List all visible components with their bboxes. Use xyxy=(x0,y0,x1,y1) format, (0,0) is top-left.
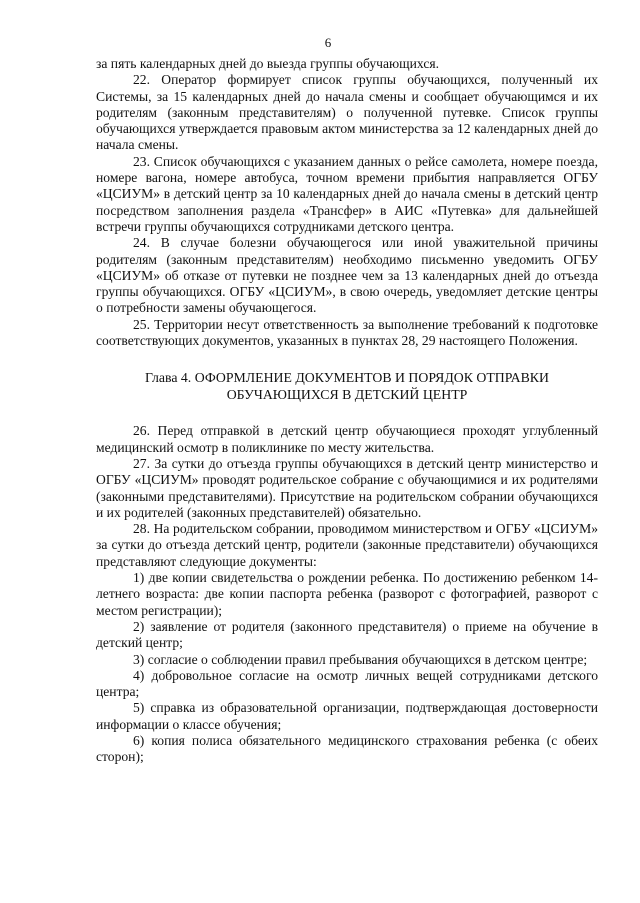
paragraph-24: 24. В случае болезни обучающегося или иной уважительной причины родителям (законным представителям) необходимо письменно уведомить ОГБУ «ЦСИУМ» об отказе от путевки не позднее чем за 13 календарных дней до отъезда группы обучающихся. ОГБУ «ЦСИУМ», в свою очередь, уведомляет детские центры о потребности замены обучающегося. xyxy=(96,235,598,316)
list-item: 6) копия полиса обязательного медицинского страхования ребенка (с обеих сторон); xyxy=(96,732,598,765)
list-item: 3) согласие о соблюдении правил пребывания обучающихся в детском центре; xyxy=(133,651,588,667)
paragraph-26: 26. Перед отправкой в детский центр обучающиеся проходят углубленный медицинский осмотр в поликлинике по месту жительства. xyxy=(96,423,598,455)
paragraph-28: 28. На родительском собрании, проводимом министерством и ОГБУ «ЦСИУМ» за сутки до отъезда детский центр, родители (законные представители) обучающихся представляют следующие документы: xyxy=(96,521,598,569)
paragraphs-bottom xyxy=(96,423,598,570)
chapter-heading-line-2: ОБУЧАЮЩИХСЯ В ДЕТСКИЙ ЦЕНТР xyxy=(226,387,468,403)
list-item: 1) две копии свидетельства о рождении ребенка. По достижению ребенком 14-летнего возраста: две копии паспорта ребенка (разворот с фотографией, разворот с местом регистрации); xyxy=(96,570,598,618)
chapter-heading-line-1: Глава 4. ОФОРМЛЕНИЕ ДОКУМЕНТОВ И ПОРЯДОК ОТПРАВКИ xyxy=(145,370,549,386)
list-item: 4) добровольное согласие на осмотр личных вещей сотрудниками детского центра; xyxy=(96,667,598,700)
paragraph-23: 23. Список обучающихся с указанием данных о рейсе самолета, номере поезда, номере вагона, номере автобуса, точном времени прибытия направляется ОГБУ «ЦСИУМ» в детский центр за 10 календарных дней до начала смены в детский центр посредством заполнения раздела «Трансфер» в АИС «Путевка» для дальнейшей встречи группы обучающихся сотрудниками детского центра. xyxy=(96,153,598,234)
document-list xyxy=(96,570,598,766)
paragraph-25: 25. Территории несут ответственность за выполнение требований к подготовке соответствующих документов, указанных в пунктах 28, 29 настоящего Положения. xyxy=(96,316,598,349)
list-item: 5) справка из образовательной организации, подтверждающая достоверности информации о классе обучения; xyxy=(96,700,598,732)
paragraph-continuation: за пять календарных дней до выезда группы обучающихся. xyxy=(96,56,440,71)
list-item: 2) заявление от родителя (законного представителя) о приеме на обучение в детский центр; xyxy=(96,618,598,651)
paragraph-22: 22. Оператор формирует список группы обучающихся, полученный их Системы, за 15 календарных дней до начала смены и сообщает обучающимся и их родителям (законным представителям) о полученной путевке. Список группы обучающихся утверждается правовым актом министерства за 12 календарных дней до начала смены. xyxy=(96,72,598,153)
paragraph-27: 27. За сутки до отъезда группы обучающихся в детский центр министерство и ОГБУ «ЦСИУМ» проводят родительское собрание с обучающимися и их родителями (законными представителями). Присутствие на родительском собрании обучающихся и их родителей (законных представителей) обязательно. xyxy=(96,455,598,520)
paragraphs-top xyxy=(96,56,598,349)
chapter-heading xyxy=(96,369,598,403)
page-number: 6 xyxy=(324,35,332,50)
